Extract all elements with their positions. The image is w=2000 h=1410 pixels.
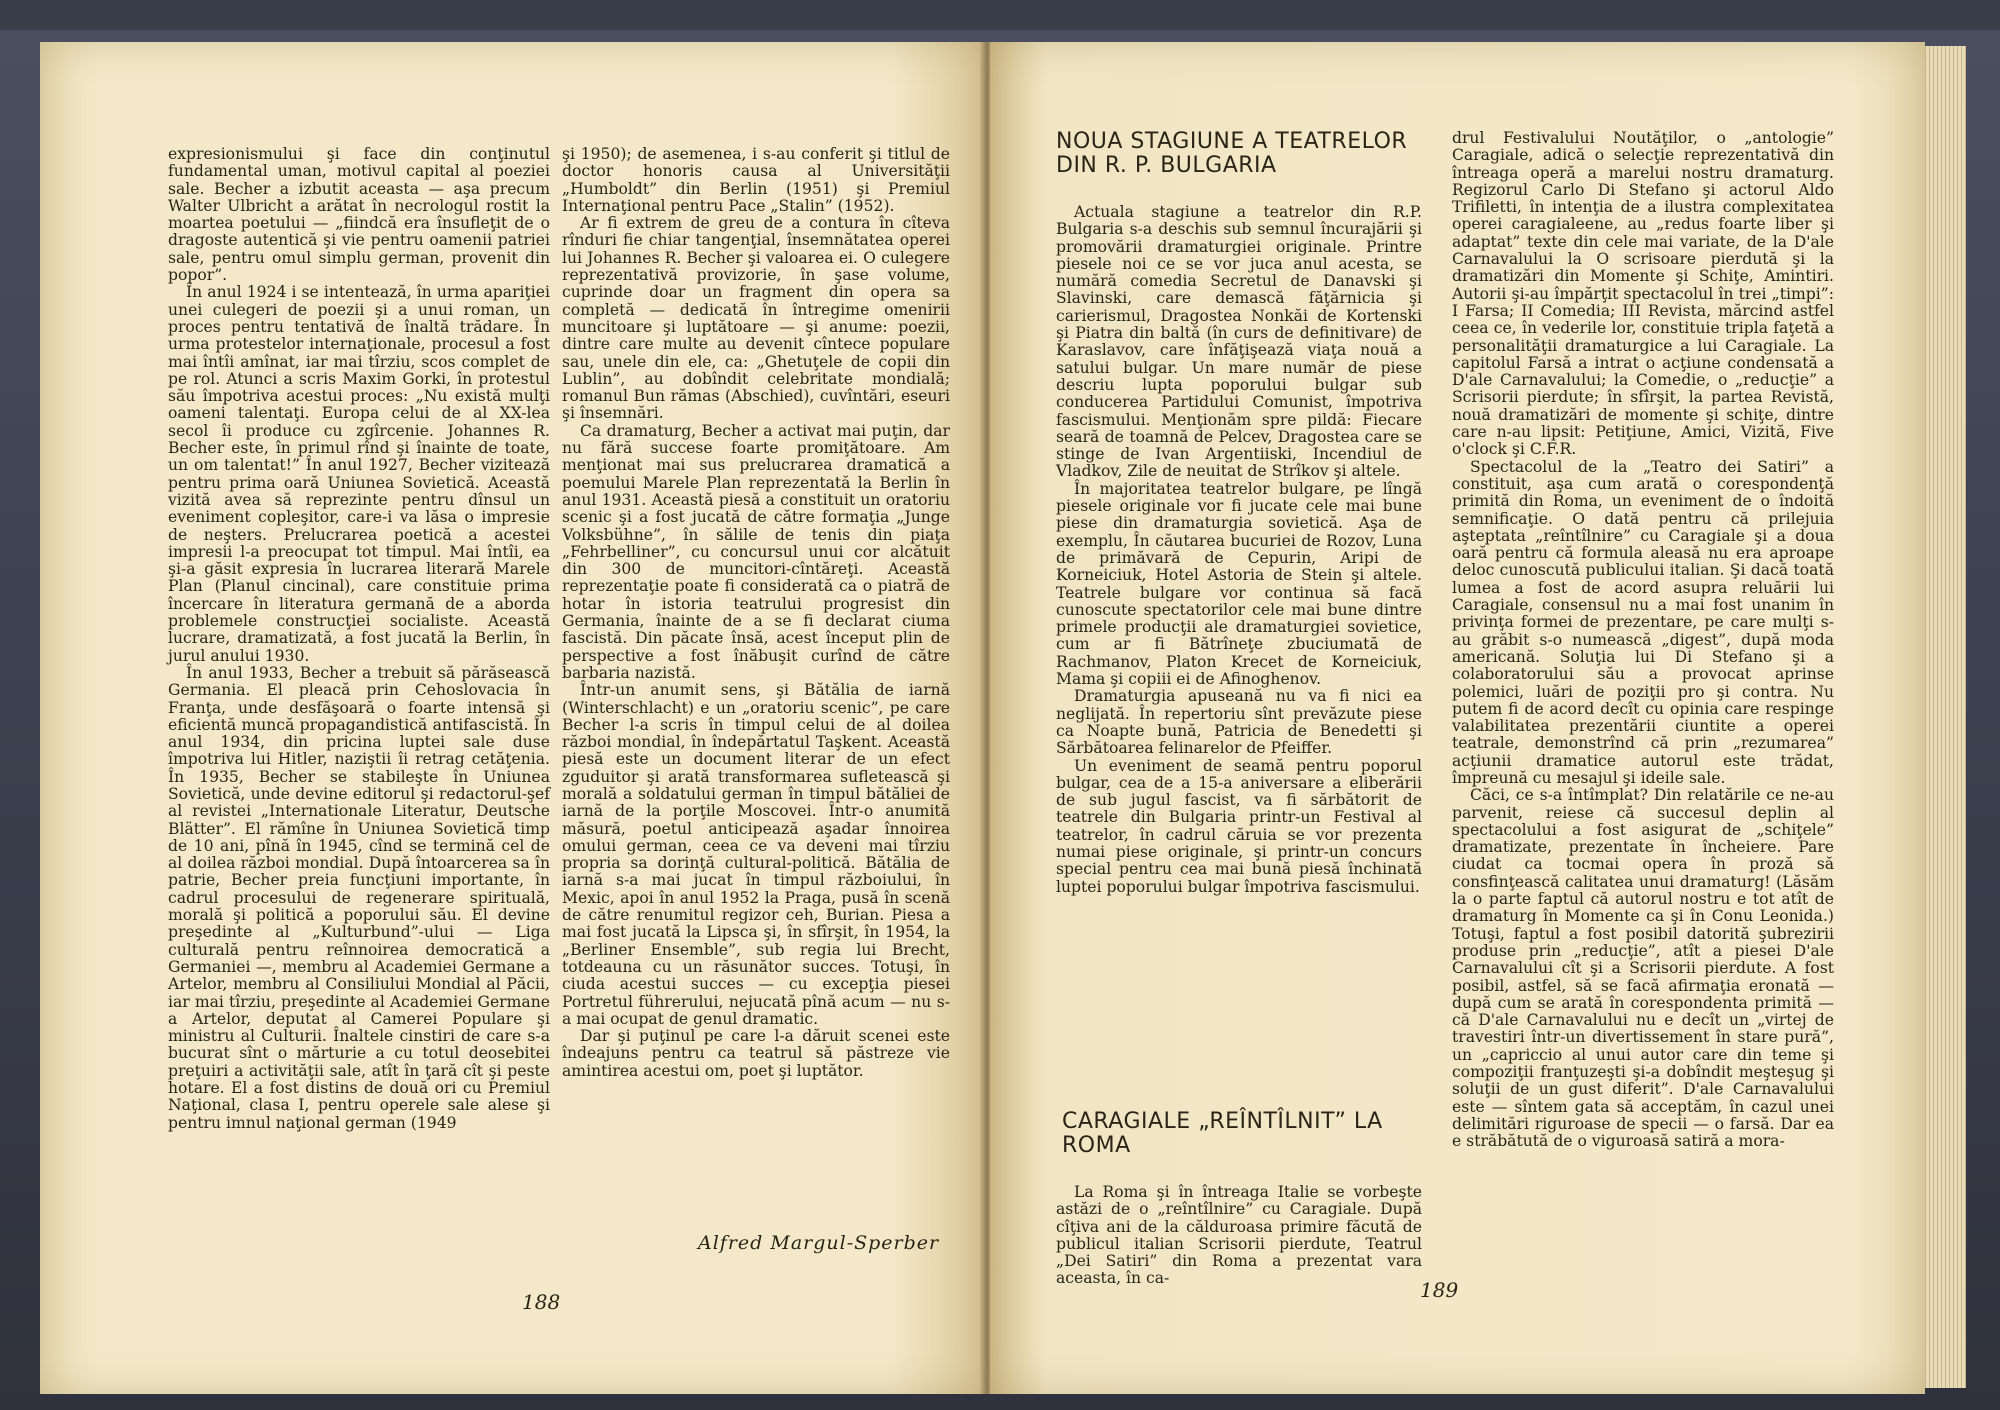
right-column-1b <box>1056 1184 1422 1288</box>
paragraph: drul Festivalului Noutăţilor, o „antologie” Caragiale, adică o selecţie reprezentativă din întreaga operă a marelui nostru dramaturg. Regizorul Carlo Di Stefano şi actorul Aldo Trifiletti, în intenţia de a ilustra complexitatea operei caragialeene, au „redus foarte liber şi adaptat” texte din cele mai variate, de la D'ale Carnavalului la O scrisoare pierdută şi la dramatizări din Momente şi Schiţe, Amintiri. Autorii şi-au împărţit spectacolul în trei „timpi”: I Farsa; II Comedia; III Revista, mărcind astfel ceea ce, în vederile lor, constituie tripla faţetă a personalităţii dramaturgice a lui Caragiale. La capitolul Farsă a intrat o acţiune condensată a D'ale Carnavalului; la Comedie, o „reducţie” a Scrisorii pierdute; în sfîrşit, la partea Revistă, nouă dramatizări de momente şi schiţe, dintre care n-au lipsit: Petiţiune, Amici, Vizită, Five o'clock şi C.F.R. <box>1452 129 1834 459</box>
page-edges <box>1918 46 1966 1388</box>
paragraph: Dramaturgia apuseană nu va fi nici ea neglijată. În repertoriu sînt prevăzute piese ca Noapte bună, Patricia de Benedetti şi Sărbătoarea felinarelor de Pfeiffer. <box>1056 687 1422 758</box>
article-heading: NOUA STAGIUNE A TEATRELOR DIN R. P. BULGARIA <box>1056 129 1408 178</box>
paragraph: Un eveniment de seamă pentru poporul bulgar, cea de a 15-a aniversare a eliberării de sub jugul fascist, va fi sărbătorit de teatrele din Bulgaria printr-un Festival al teatrelor, în cadrul căruia se vor prezenta numai piese originale, şi printr-un concurs special pentru cea mai bună piesă închinată luptei poporului bulgar împotriva fascismului. <box>1056 756 1422 896</box>
left-column-2 <box>562 146 950 1080</box>
paragraph: Căci, ce s-a întîmplat? Din relatările ce ne-au parvenit, reiese că succesul deplin al spectacolului a fost asigurat de „schiţele” dramatizate, prezentate în încheiere. Pare ciudat ca tocmai opera în proză să consfinţească calitatea unui dramaturg! (Lăsăm la o parte faptul că autorul nostru e tot atît de dramaturg în Momente ca şi în Conu Leonida.) Totuşi, faptul a fost posibil datorită şubrezirii produse prin „reducţie”, atît a piesei D'ale Carnavalului cît şi a Scrisorii pierdute. A fost posibil, astfel, să se facă afirmaţia eronată — după cum se arată în corespondenta primită — că D'ale Carnavalului nu e decît un „virtej de travestiri într-un divertissement în stare pură”, un „capriccio al unui autor care din teme şi compoziţii franţuzeşti şi-a dobîndit meşteşug şi soluţii de un gust diferit”. D'ale Carnavalului este — sîntem gata să acceptăm, în cazul unei delimitări riguroase de specii — o farsă. Dar ea e străbătută de o viguroasă satiră a mora- <box>1452 786 1834 1151</box>
right-page <box>990 42 1925 1394</box>
author-signature: Alfred Margul-Sperber <box>698 1232 940 1254</box>
paragraph: Ar fi extrem de greu de a contura în cîteva rînduri fie chiar tangenţial, însemnătatea operei lui Johannes R. Becher şi valoarea ei. O culegere reprezentativă provizorie, în şase volume, cuprinde doar un fragment din opera sa completă — dedicată în întregime omenirii muncitoare şi luptătoare — şi anume: poezii, dintre care multe au devenit cîntece populare sau, unele din ele, ca: „Ghetuţele de copii din Lublin”, au dobîndit celebritate mondială; romanul Bun rămas (Abschied), cuvîntări, eseuri şi însemnări. <box>562 214 950 423</box>
paragraph: În anul 1924 i se intentează, în urma apariţiei unei culegeri de poezii şi a unui roman, un proces pentru tentativă de înaltă trădare. În urma protestelor internaţionale, procesul a fost mai întîi amînat, iar mai tîrziu, scos complet de pe rol. Atunci a scris Maxim Gorki, în protestul său împotriva acestui proces: „Nu există mulţi oameni talentaţi. Europa celui de al XX-lea secol îi produce cu zgîrcenie. Johannes R. Becher este, în primul rînd şi înainte de toate, un om talentat!” În anul 1927, Becher vizitează pentru prima oară Uniunea Sovietică. Această vizită avea să reprezinte pentru dînsul un eveniment copleşitor, care-i va lăsa o impresie de neşters. Prelucrarea poetică a acestei impresii l-a preocupat tot timpul. Mai întîi, ea şi-a găsit expresia în lucrarea literară Marele Plan (Planul cincinal), care constituie prima încercare în literatura germană de a aborda problemele construcţiei socialiste. Această lucrare, dramatizată, a fost jucată la Berlin, în jurul anului 1930. <box>168 283 550 665</box>
right-column-1a <box>1056 204 1422 896</box>
left-column-1 <box>168 146 550 1132</box>
paragraph: şi 1950); de asemenea, i s-au conferit şi titlul de doctor honoris causa al Universităţii „Humboldt” din Berlin (1951) şi Premiul Internaţional pentru Pace „Stalin” (1952). <box>562 145 950 215</box>
paragraph: Dar şi puţinul pe care l-a dăruit scenei este îndeajuns pentru ca teatrul să păstreze vie amintirea acestui om, poet şi luptător. <box>562 1027 950 1080</box>
page-number: 188 <box>522 1290 561 1314</box>
right-column-2 <box>1452 130 1834 1151</box>
paragraph: Actuala stagiune a teatrelor din R.P. Bulgaria s-a deschis sub semnul încurajării şi promovării dramaturgiei originale. Printre piesele noi ce se vor juca anul acesta, se numără comedia Secretul de Danavski şi Slavinski, care demască făţărnicia şi carierismul, Dragostea Nonkăi de Kortenski şi Piatra din baltă (în curs de definitivare) de Karaslavov, care înfăţişează viaţa nouă a satului bulgar. Un mare număr de piese descriu lupta poporului bulgar sub conducerea Partidului Comunist, împotriva fascismului. Menţionăm spre pildă: Fiecare seară de toamnă de Pelcev, Dragostea care se stinge de Ivan Argentiiski, Incendiul de Vladkov, Zile de neuitat de Strîkov şi altele. <box>1056 203 1422 481</box>
paragraph: Ca dramaturg, Becher a activat mai puţin, dar nu fără succese foarte promiţătoare. Am menţionat mai sus prelucrarea dramatică a poemului Marele Plan reprezentată la Berlin în anul 1931. Această piesă a constituit un oratoriu scenic şi a fost jucată de către formaţia „Junge Volksbühne”, în sălile de tenis din piaţa „Fehrbelliner”, cu concursul unui cor alcătuit din 300 de muncitori-cîntăreţi. Această reprezentaţie poate fi considerată ca o piatră de hotar în istoria teatrului progresist din Germania, înainte de a se fi declarat ciuma fascistă. Din păcate însă, acest început plin de perspective a fost înăbuşit curînd de către barbaria nazistă. <box>562 421 950 682</box>
paragraph: Într-un anumit sens, şi Bătălia de iarnă (Winterschlacht) e un „oratoriu scenic”, pe care Becher l-a scris în timpul celui de al doilea război mondial, în îndepărtatul Taşkent. Această piesă este un document literar de un efect zguduitor şi arată transformarea sufletească şi morală a soldatului german în timpul bătăliei de iarnă de la porţile Moscovei. Într-o anumită măsură, poetul anticipează aşadar înnoirea omului german, ceea ce va deveni mai tîrziu propria sa dorinţă cultural-politică. Bătălia de iarnă s-a mai jucat în timpul războiului, în Mexic, apoi în anul 1952 la Praga, pusă în scenă de către renumitul regizor ceh, Burian. Piesa a mai fost jucată la Lipsca şi, în sfîrşit, în 1954, la „Berliner Ensemble”, sub regia lui Brecht, totdeauna cu un răsunător succes. Totuşi, în ciuda acestui succes — cu excepţia piesei Portretul führerului, nejucată pînă acum — nu s-a mai ocupat de genul dramatic. <box>562 681 950 1028</box>
paragraph: La Roma şi în întreaga Italie se vorbeşte astăzi de o „reîntîlnire” cu Caragiale. După cîţiva ani de la călduroasa primire făcută de publicul italian Scrisorii pierdute, Teatrul „Dei Satiri” din Roma a prezentat vara aceasta, în ca- <box>1056 1183 1422 1288</box>
paragraph: În majoritatea teatrelor bulgare, pe lîngă piesele originale vor fi jucate cele mai bune piese din dramaturgia sovietică. Aşa de exemplu, În căutarea bucuriei de Rozov, Luna de primăvară de Cepurin, Aripi de Korneiciuk, Hotel Astoria de Stein şi altele. Teatrele bulgare vor continua să facă cunoscute spectatorilor cele mai bune dintre primele producţii ale dramaturgiei sovietice, cum ar fi Bătrîneţe zbuciumată de Rachmanov, Platon Krecet de Korneiciuk, Mama şi copiii ei de Afinoghenov. <box>1056 479 1422 689</box>
article-heading: CARAGIALE „REÎNTÎLNIT” LA ROMA <box>1062 1109 1383 1158</box>
paragraph: expresionismului şi face din conţinutul fundamental uman, motivul capital al poeziei sale. Becher a izbutit aceasta — aşa precum Walter Ulbricht a arătat în necrologul rostit la moartea poetului — „fiindcă era însufleţit de o dragoste autentică şi vie pentru oamenii patriei sale, pentru omul simplu german, provenit din popor”. <box>168 145 550 285</box>
page-number: 189 <box>1420 1278 1459 1302</box>
paragraph: Spectacolul de la „Teatro dei Satiri” a constituit, aşa cum arată o corespondenţă primită din Roma, un eveniment de o îndoită semnificaţie. O dată pentru că prilejuia aşteptata „reîntîlnire” cu Caragiale şi a doua oară pentru că formula aleasă nu era aproape deloc cunoscută publicului italian. Şi dacă toată lumea a fost de acord asupra reluării lui Caragiale, consensul nu a mai fost unanim în privinţa formei de prezentare, pe care mulţi s-au grăbit s-o numească „digest”, după moda americană. Soluţia lui Di Stefano şi a colaboratorului său a provocat aprinse polemici, luări de poziţii pro şi contra. Nu putem fi de acord decît cu opinia care respinge valabilitatea prezentării ciuntite a operei teatrale, demonstrînd că prin „rezumarea” acţiunii dramatice autorul este trădat, împreună cu mesajul şi ideile sale. <box>1452 457 1834 787</box>
left-page <box>40 42 985 1394</box>
paragraph: În anul 1933, Becher a trebuit să părăsească Germania. El pleacă prin Cehoslovacia în Franţa, unde desfăşoară o foarte intensă şi eficientă muncă propagandistică antifascistă. În anul 1934, din pricina luptei sale duse împotriva lui Hitler, naziştii îi retrag cetăţenia. În 1935, Becher se stabileşte în Uniunea Sovietică, unde devine editorul şi redactorul-şef al revistei „Internationale Literatur, Deutsche Blätter”. El rămîne în Uniunea Sovietică timp de 10 ani, pînă în 1945, cînd se termină cel de al doilea război mondial. După întoarcerea sa în patrie, Becher preia funcţiuni importante, în cadrul procesului de regenerare spirituală, morală şi politică a poporului său. El devine preşedinte al „Kulturbund”-ului — Liga culturală pentru reînnoirea democratică a Germaniei —, membru al Academiei Germane a Artelor, membru al Consiliului Mondial al Păcii, iar mai tîrziu, preşedinte al Academiei Germane a Artelor, deputat al Camerei Populare şi ministru al Culturii. Înaltele cinstiri de care s-a bucurat sînt o mărturie a cu totul deosebitei preţuiri a activităţii sale, atît în ţară cît şi peste hotare. El a fost distins de două ori cu Premiul Naţional, clasa I, pentru operele sale alese şi pentru imnul naţional german (1949 <box>168 663 550 1132</box>
